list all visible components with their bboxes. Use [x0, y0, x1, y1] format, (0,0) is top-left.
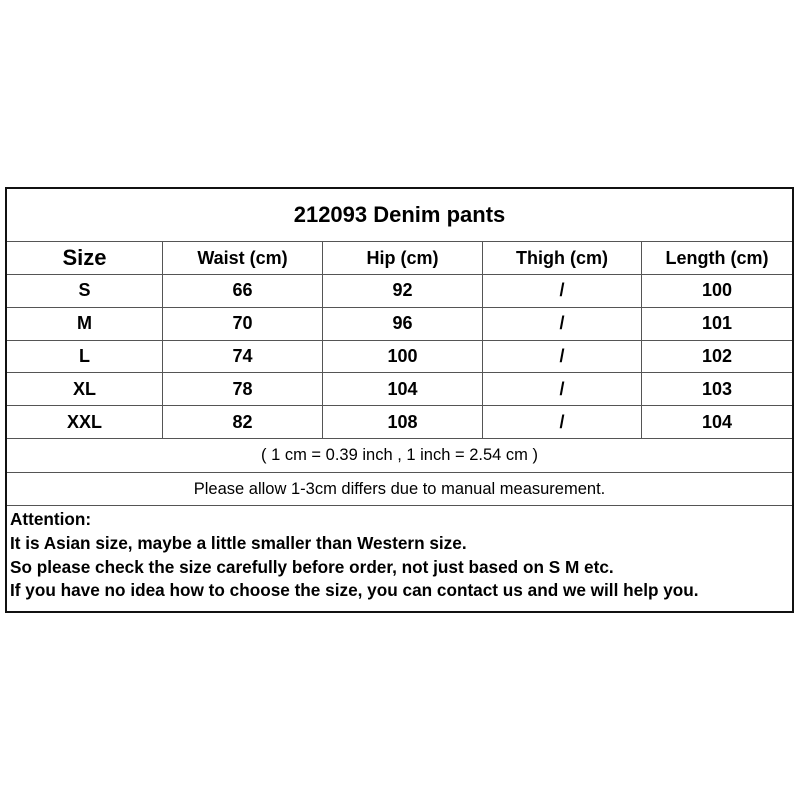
size-cell: L: [7, 340, 163, 373]
thigh-cell: /: [483, 406, 642, 439]
waist-cell: 70: [163, 307, 323, 340]
length-cell: 101: [642, 307, 793, 340]
hip-cell: 100: [323, 340, 483, 373]
table-header-row: [7, 242, 792, 275]
waist-cell: 66: [163, 275, 323, 308]
length-cell: 100: [642, 275, 793, 308]
column-header-hip: Hip (cm): [323, 242, 483, 275]
hip-cell: 96: [323, 307, 483, 340]
thigh-cell: /: [483, 275, 642, 308]
table-row: [7, 275, 792, 308]
attention-notes: [10, 508, 790, 603]
hip-cell: 108: [323, 406, 483, 439]
size-cell: XXL: [7, 406, 163, 439]
table-row: [7, 373, 792, 406]
size-cell: M: [7, 307, 163, 340]
length-cell: 103: [642, 373, 793, 406]
table-row: [7, 406, 792, 439]
unit-conversion-note: ( 1 cm = 0.39 inch , 1 inch = 2.54 cm ): [7, 439, 792, 473]
size-table: [7, 241, 792, 439]
length-cell: 104: [642, 406, 793, 439]
size-cell: XL: [7, 373, 163, 406]
thigh-cell: /: [483, 340, 642, 373]
hip-cell: 104: [323, 373, 483, 406]
table-row: [7, 307, 792, 340]
measurement-allowance-note: Please allow 1-3cm differs due to manual measurement.: [7, 473, 792, 506]
column-header-waist: Waist (cm): [163, 242, 323, 275]
hip-cell: 92: [323, 275, 483, 308]
chart-title: 212093 Denim pants: [7, 189, 792, 242]
attention-heading: Attention:: [10, 509, 92, 529]
column-header-size: Size: [7, 242, 163, 275]
thigh-cell: /: [483, 307, 642, 340]
attention-line: It is Asian size, maybe a little smaller than Western size.: [10, 532, 467, 553]
column-header-thigh: Thigh (cm): [483, 242, 642, 275]
length-cell: 102: [642, 340, 793, 373]
waist-cell: 82: [163, 406, 323, 439]
size-cell: S: [7, 275, 163, 308]
table-row: [7, 340, 792, 373]
waist-cell: 78: [163, 373, 323, 406]
size-chart: [5, 187, 794, 613]
thigh-cell: /: [483, 373, 642, 406]
waist-cell: 74: [163, 340, 323, 373]
attention-line: If you have no idea how to choose the size, you can contact us and we will help you.: [10, 580, 699, 601]
column-header-length: Length (cm): [642, 242, 793, 275]
attention-line: So please check the size carefully before order, not just based on S M etc.: [10, 556, 614, 577]
